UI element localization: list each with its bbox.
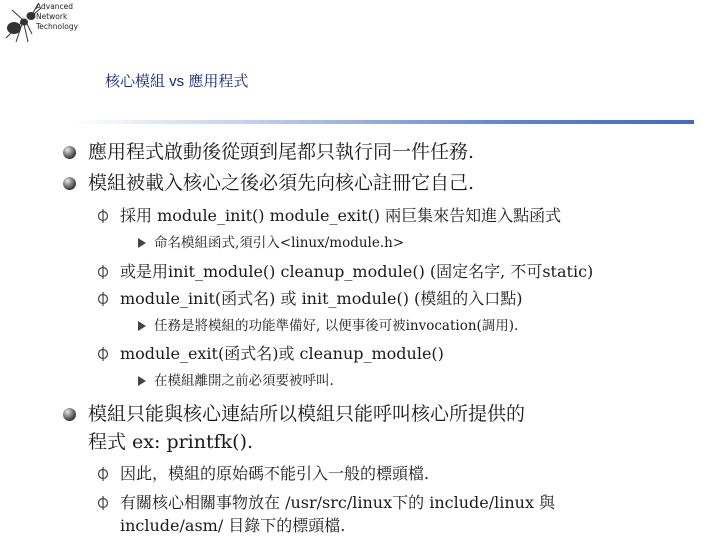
- sub-bullet-init-cleanup: 或是用init_module() cleanup_module() (固定名字, 不可static): [120, 262, 594, 281]
- bullet-app-single-task: 應用程式啟動後從頭到尾都只執行同一件任務.: [88, 141, 475, 163]
- logo-line-1: Advanced: [36, 2, 74, 11]
- sub-bullet-macros: 採用 module_init() module_exit() 兩巨集來告知進入點函式: [120, 206, 562, 225]
- logo-line-2: Network: [36, 12, 68, 21]
- sub-bullet-no-normal-headers: 因此，模組的原始碼不能引入一般的標頭檔.: [120, 464, 430, 483]
- sub-bullet-kernel-headers-line1: 有關核心相關事物放在 /usr/src/linux下的 include/linux 與: [120, 493, 556, 512]
- sub-sub-bullet-called-before-leave: 在模組離開之前必須要被呼叫.: [154, 373, 334, 389]
- triangle-bullet-icon: [138, 376, 146, 386]
- sub-bullet-kernel-headers-line2: include/asm/ 目錄下的標頭檔.: [120, 516, 346, 535]
- sub-bullet-module-init: module_init(函式名) 或 init_module() (模組的入口點): [120, 289, 523, 308]
- crosshair-bullet-icon: [96, 347, 110, 361]
- sphere-bullet-icon: [63, 177, 76, 190]
- sub-sub-bullet-invocation: 任務是將模組的功能準備好, 以便事後可被invocation(調用).: [154, 318, 519, 334]
- bullet-module-register: 模組被載入核心之後必須先向核心註冊它自己.: [88, 172, 475, 194]
- bullet-module-kernel-link-line1: 模組只能與核心連結所以模組只能呼叫核心所提供的: [88, 403, 526, 425]
- crosshair-bullet-icon: [96, 292, 110, 306]
- logo-text: [36, 2, 78, 32]
- title-divider: [72, 120, 694, 124]
- sub-bullet-module-exit: module_exit(函式名)或 cleanup_module(): [120, 344, 444, 363]
- bullet-module-kernel-link-line2: 程式 ex: printfk().: [88, 431, 254, 453]
- sub-sub-bullet-include: 命名模組函式,須引入<linux/module.h>: [154, 235, 405, 251]
- triangle-bullet-icon: [138, 321, 146, 331]
- page-title: 核心模組 vs 應用程式: [105, 73, 249, 90]
- triangle-bullet-icon: [138, 238, 146, 248]
- sphere-bullet-icon: [63, 408, 76, 421]
- crosshair-bullet-icon: [96, 265, 110, 279]
- crosshair-bullet-icon: [96, 496, 110, 510]
- crosshair-bullet-icon: [96, 209, 110, 223]
- logo-line-3: Technology: [36, 22, 79, 31]
- crosshair-bullet-icon: [96, 467, 110, 481]
- sphere-bullet-icon: [63, 146, 76, 159]
